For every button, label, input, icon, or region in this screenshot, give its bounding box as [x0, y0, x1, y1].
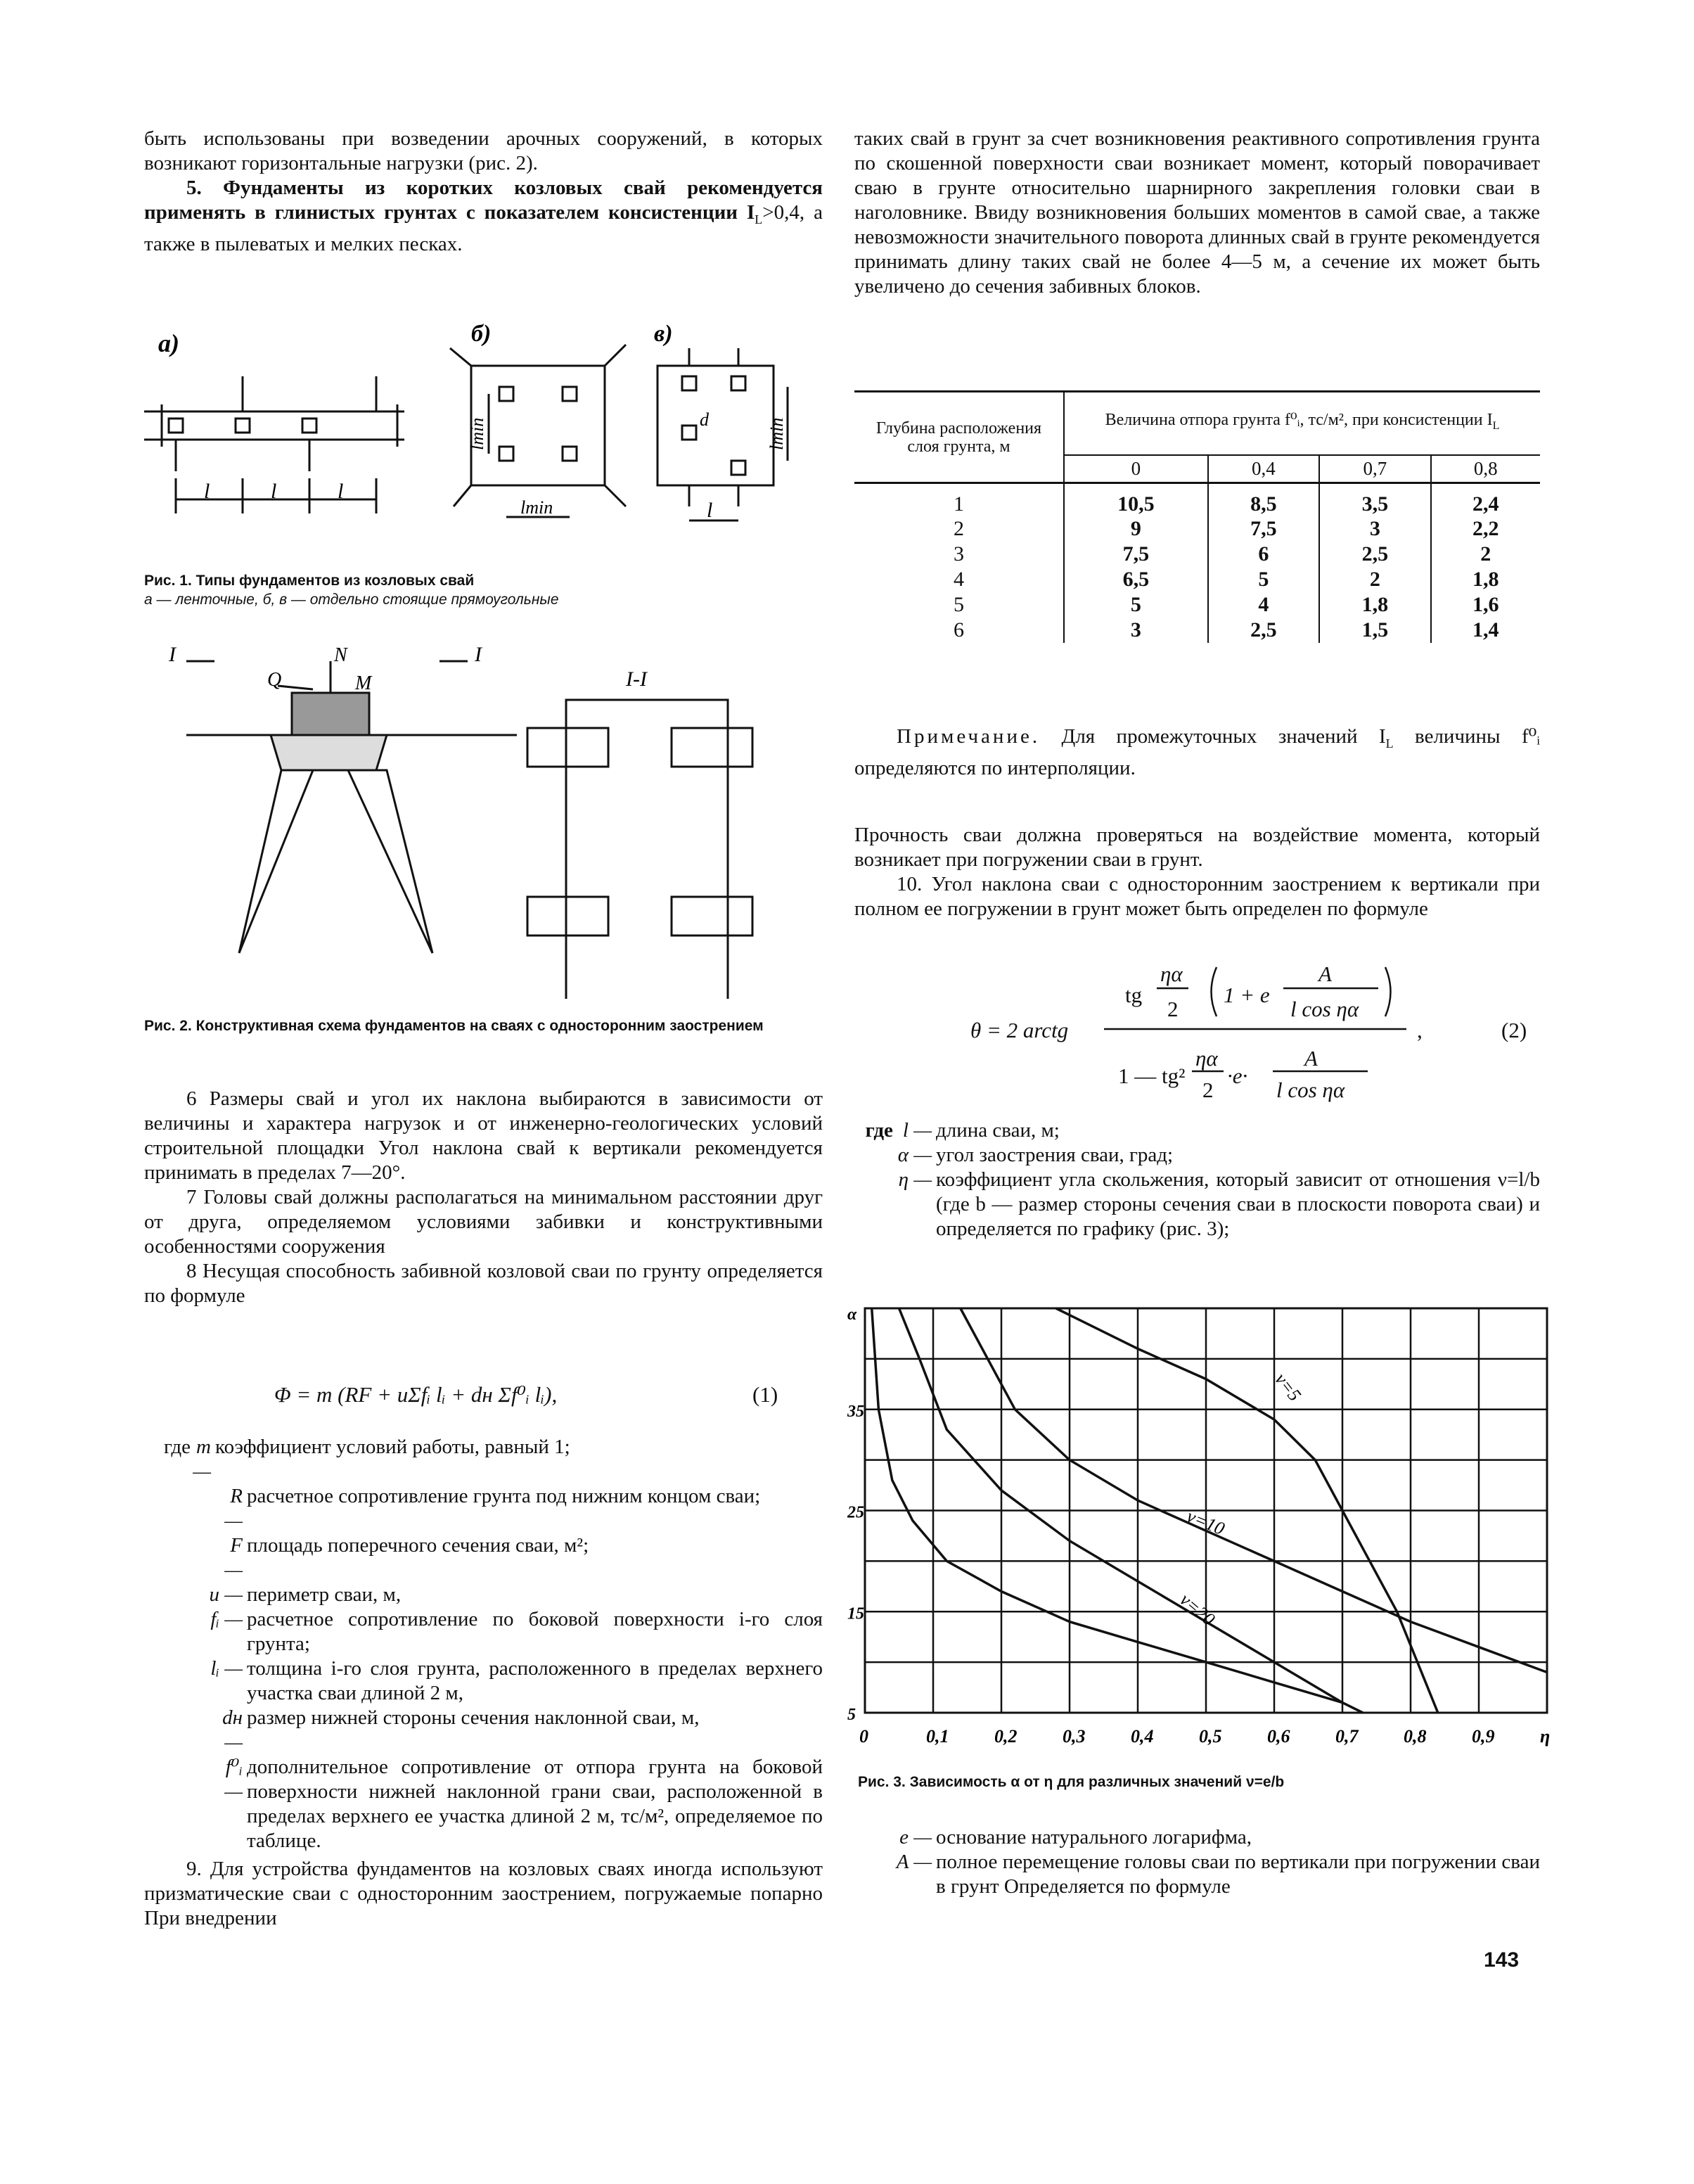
fig1-l-2: l — [271, 480, 277, 503]
table-cell-value: 1,8 — [1319, 592, 1430, 618]
para-5-rest: >0,4, а также в пылеватых и мелких песках. — [144, 201, 823, 255]
table-cell-value: 2,2 — [1472, 517, 1499, 540]
table-cell-value: 3 — [1064, 618, 1208, 643]
th-col-3: 0,8 — [1473, 457, 1498, 479]
note-block — [854, 724, 1540, 781]
fig2-I-right: I — [475, 647, 482, 666]
fig1-l-v: l — [707, 499, 713, 522]
figure-2-caption-text: Рис. 2. Конструктивная схема фундаментов на сваях с односторонним заострением — [144, 1018, 764, 1034]
figure-1-caption — [144, 571, 823, 609]
y-tick-label: α — [847, 1305, 857, 1324]
def-sym: u — — [209, 1583, 243, 1606]
f2-den-top: ηα — [1195, 1046, 1218, 1071]
figure-1-caption-text: а — ленточные, б, в — отдельно стоящие прямоугольные — [144, 592, 559, 608]
table-cell-value: 8,5 — [1208, 483, 1319, 517]
para-8: 8 Несущая способность забивной козловой сваи по грунту определяется по формуле — [144, 1260, 823, 1307]
def-sym: F — — [224, 1534, 243, 1581]
table-cell-value: 4 — [1208, 592, 1319, 618]
table-row — [854, 542, 1540, 567]
page-number: 143 — [1484, 1948, 1520, 1972]
def-row-m — [144, 1435, 823, 1484]
x-tick-label: 0 — [859, 1726, 868, 1746]
def-row-f0 — [144, 1755, 823, 1853]
def-row-F — [144, 1533, 823, 1583]
table-cell-value: 6,5 — [1064, 567, 1208, 592]
f2-den-lcos: l cos ηα — [1276, 1078, 1345, 1102]
x-tick-label: 0,7 — [1335, 1726, 1359, 1746]
def2-row-alpha — [854, 1143, 1540, 1168]
table-cell-value: 3,5 — [1319, 483, 1430, 517]
x-tick-label: 0,5 — [1199, 1726, 1222, 1746]
curve-label: ν=10 — [1183, 1505, 1228, 1540]
para-strength: Прочность сваи должна проверяться на воздействие момента, который возникает при погружении сваи в грунт. — [854, 824, 1540, 871]
para-5 — [144, 176, 823, 257]
f2-comma: , — [1417, 1018, 1423, 1042]
y-tick-label: 15 — [847, 1604, 864, 1623]
table-cell-value: 2,4 — [1472, 492, 1499, 516]
def-sym: R — — [224, 1485, 243, 1532]
x-tick-label: 0,6 — [1267, 1726, 1290, 1746]
def-row-fi — [144, 1607, 823, 1656]
figure-2-construction-scheme — [144, 647, 823, 999]
table-body — [854, 483, 1540, 644]
def2-sym: η — — [898, 1168, 932, 1191]
table-cell-value: 1,4 — [1472, 618, 1499, 641]
def-sym: f⁰ᵢ — — [224, 1756, 243, 1803]
fig1-l-3: l — [338, 480, 344, 503]
figure-1-caption-title: Рис. 1. Типы фундаментов из козловых свай — [144, 573, 475, 589]
def2-sym: α — — [897, 1144, 932, 1166]
formula-1-number: (1) — [752, 1382, 778, 1407]
th-col-2: 0,7 — [1319, 455, 1430, 483]
figure-3-caption-text: Рис. 3. Зависимость α от η для различных значений ν=e/b — [858, 1774, 1285, 1790]
fig2-Q: Q — [267, 669, 282, 691]
resistance-table-block — [854, 390, 1540, 643]
def2-row-l — [854, 1118, 1540, 1143]
def3-sym: e — — [899, 1826, 932, 1848]
def3-sym: A — — [896, 1851, 932, 1873]
para-5-sub: L — [755, 212, 763, 226]
figure-1-pile-types — [144, 309, 823, 542]
para-6: 6 Размеры свай и угол их наклона выбираются в зависимости от величины и характера нагрузок и от инженерно-геологических условий строительной площадки Угол наклона свай к вертикали рекомендуется принимать в пределах 7—20°. — [144, 1087, 823, 1184]
table-cell-depth: 1 — [854, 483, 1064, 517]
para-9-block — [144, 1857, 823, 1931]
x-tick-label: 0,8 — [1404, 1726, 1427, 1746]
para-9: 9. Для устройства фундаментов на козловых сваях иногда используют призматические сваи с односторонним заострением, погружаемые попарно При внедрении — [144, 1858, 823, 1929]
f2-lhs: θ = 2 arctg — [970, 1018, 1069, 1042]
table-row — [854, 516, 1540, 542]
f2-num-bot: 2 — [1167, 997, 1179, 1021]
table-row — [854, 567, 1540, 592]
def-sym: fᵢ — — [210, 1608, 243, 1630]
curve-label: ν=20 — [1176, 1589, 1219, 1630]
para-intro: быть использованы при возведении арочных сооружений, в которых возникают горизонтальные нагрузки (рис. 2). — [144, 127, 823, 174]
note-text: Для промежуточных значений I — [1061, 725, 1386, 748]
y-tick-label: 25 — [847, 1503, 864, 1522]
def-u: периметр сваи, м, — [247, 1583, 402, 1606]
note-label: Примечание. — [897, 725, 1041, 748]
fig1-d: d — [700, 409, 709, 430]
table-cell-value: 5 — [1208, 567, 1319, 592]
formula-2-definitions — [854, 1118, 1540, 1241]
def-row-R — [144, 1484, 823, 1533]
fig1-label-b: б) — [471, 321, 492, 347]
def-row-dn — [144, 1706, 823, 1755]
table-row — [854, 483, 1540, 517]
fig1-label-v: в) — [654, 321, 673, 347]
def-R: расчетное сопротивление грунта под нижним концом сваи; — [247, 1485, 761, 1507]
y-tick-label: 35 — [847, 1402, 864, 1421]
formula-1-definitions — [144, 1435, 823, 1853]
def-f0: дополнительное сопротивление от отпора грунта на боковой поверхности нижней наклонной грани сваи, расположенной в пределах верхнего ее участка длиной 2 м, тс/м², определяемое по таблице. — [247, 1756, 823, 1852]
table-cell-value: 6 — [1208, 542, 1319, 567]
table-cell-value: 1,6 — [1472, 593, 1499, 616]
left-column — [144, 127, 823, 257]
def-row-u — [144, 1583, 823, 1607]
x-tick-label: 0,2 — [994, 1726, 1018, 1746]
e-a-definitions — [854, 1825, 1540, 1899]
right-column-top — [854, 127, 1540, 299]
def-F: площадь поперечного сечения сваи, м²; — [247, 1534, 589, 1557]
f2-num-lcos: l cos ηα — [1290, 997, 1359, 1021]
def2-row-eta — [854, 1168, 1540, 1241]
def-row-li — [144, 1656, 823, 1706]
def3-e: основание натурального логарифма, — [936, 1826, 1252, 1848]
para-cont: таких свай в грунт за счет возникновения реактивного сопротивления грунта по скошенной поверхности сваи возникает момент, который поворачивает сваю в грунте относительно шарнирного закрепления головки сваи в наголовнике. Ввиду возникновения больших моментов в самой свае, а также невозможности значительного поворота длинных свай в грунте рекомендуется принимать длину таких свай не более 4—5 м, а сечение их может быть увеличено до сечения забивных блоков. — [854, 127, 1540, 298]
def3-A: полное перемещение головы сваи по вертикали при погружении сваи в грунт Определяется по формуле — [936, 1851, 1540, 1898]
x-tick-label: 0,4 — [1131, 1726, 1154, 1746]
table-cell-value: 2 — [1319, 567, 1430, 592]
table-row — [854, 592, 1540, 618]
resistance-table — [854, 390, 1540, 643]
fig1-l-1: l — [204, 480, 210, 503]
def-m: коэффициент условий работы, равный 1; — [215, 1436, 570, 1458]
fig1-lmin-b: lmin — [520, 497, 553, 518]
table-row — [854, 618, 1540, 643]
left-column-body — [144, 1087, 823, 1308]
figure-2-caption — [144, 1016, 823, 1035]
table-cell-depth: 3 — [854, 542, 1064, 567]
note-text-2: величины f⁰ᵢ определяются по интерполяции. — [854, 725, 1540, 779]
table-cell-depth: 4 — [854, 567, 1064, 592]
para-5-text: 5. Фундаменты из коротких козловых свай рекомендуется применять в глинистых грунтах с показателем консистенции I — [144, 177, 823, 224]
right-column-mid — [854, 823, 1540, 921]
f2-den-A: A — [1304, 1046, 1318, 1071]
f2-num-tg: tg — [1125, 983, 1143, 1007]
th-value: Величина отпора грунта f⁰ᵢ, тс/м², при консистенции $I_L$ — [1064, 392, 1540, 455]
f2-num-top: ηα — [1160, 962, 1183, 986]
table-cell-depth: 6 — [854, 618, 1064, 643]
fig2-N: N — [334, 647, 347, 666]
def2-intro: где l — — [865, 1119, 932, 1142]
def-sym: lᵢ — — [210, 1657, 243, 1680]
table-cell-value: 2,5 — [1208, 618, 1319, 643]
fig1-lmin-v: lmin — [766, 417, 787, 450]
note-sub: L — [1385, 736, 1394, 751]
def-li: толщина i-го слоя грунта, расположенного в пределах верхнего участка сваи длиной 2 м, — [247, 1657, 823, 1704]
fig2-I-left: I — [169, 647, 176, 666]
f2-num-A: A — [1318, 962, 1332, 986]
def-intro: где m — — [163, 1436, 211, 1483]
f2-den-e: ·e· — [1227, 1064, 1248, 1088]
fig2-section: I-I — [626, 668, 647, 691]
def3-row-e — [854, 1825, 1540, 1850]
def2-l: длина сваи, м; — [936, 1119, 1060, 1142]
table-cell-value: 5 — [1064, 592, 1208, 618]
table-cell-value: 7,5 — [1208, 516, 1319, 542]
f2-den-bot: 2 — [1202, 1078, 1214, 1102]
def-dn: размер нижней стороны сечения наклонной сваи, м, — [247, 1706, 700, 1729]
th-col-0: 0 — [1064, 455, 1208, 483]
para-10: 10. Угол наклона сваи с односторонним заострением к вертикали при полном ее погружении в грунт может быть определен по формуле — [854, 873, 1540, 920]
def2-eta: коэффициент угла скольжения, который зависит от отношения ν=l/b (где b — размер стороны сечения сваи в плоскости поворота сваи) и определяется по графику (рис. 3); — [936, 1168, 1540, 1240]
th-depth: Глубина расположения слоя грунта, м — [854, 392, 1064, 483]
curve-label: ν=5 — [1271, 1369, 1306, 1405]
f2-den: 1 — tg² — [1118, 1064, 1186, 1088]
table-cell-value: 10,5 — [1064, 483, 1208, 517]
y-tick-label: 5 — [847, 1706, 856, 1724]
table-cell-depth: 5 — [854, 592, 1064, 618]
table-cell-value: 2 — [1480, 542, 1491, 566]
f2-num: (2) — [1501, 1018, 1527, 1042]
def-sym: dн — — [222, 1706, 243, 1754]
table-cell-value: 1,5 — [1319, 618, 1430, 643]
x-tick-label: 0,1 — [926, 1726, 949, 1746]
series-line--10 — [961, 1308, 1547, 1673]
fig1-label-a: а) — [158, 329, 179, 357]
x-tick-label: 0,3 — [1063, 1726, 1086, 1746]
table-cell-value: 9 — [1064, 516, 1208, 542]
series-line-unlabeled — [872, 1308, 1342, 1703]
fig1-lmin-b-v: lmin — [467, 417, 487, 450]
table-cell-value: 2,5 — [1319, 542, 1430, 567]
table-cell-value: 3 — [1319, 516, 1430, 542]
x-tick-label: η — [1540, 1726, 1551, 1746]
def-fi: расчетное сопротивление по боковой поверхности i-го слоя грунта; — [247, 1608, 823, 1655]
table-cell-depth: 2 — [854, 516, 1064, 542]
formula-1: Φ = m (RF + uΣfᵢ lᵢ + dн Σf⁰ᵢ lᵢ), — [274, 1382, 558, 1407]
figure-3-caption — [858, 1773, 1544, 1792]
fig2-M: M — [355, 672, 372, 694]
th-col-1: 0,4 — [1208, 455, 1319, 483]
def2-alpha: угол заострения сваи, град; — [936, 1144, 1174, 1166]
formula-2 — [854, 946, 1540, 1108]
note — [854, 724, 1540, 781]
para-7: 7 Головы свай должны располагаться на минимальном расстоянии друг от друга, определяемом условиями забивки и конструктивными особенностями сооружения — [144, 1186, 823, 1258]
table-cell-value: 7,5 — [1064, 542, 1208, 567]
f2-num-paren: 1 + e — [1224, 983, 1270, 1007]
figure-3-chart — [847, 1298, 1551, 1751]
def3-row-A — [854, 1850, 1540, 1899]
table-cell-value: 1,8 — [1472, 568, 1499, 591]
x-tick-label: 0,9 — [1472, 1726, 1495, 1746]
